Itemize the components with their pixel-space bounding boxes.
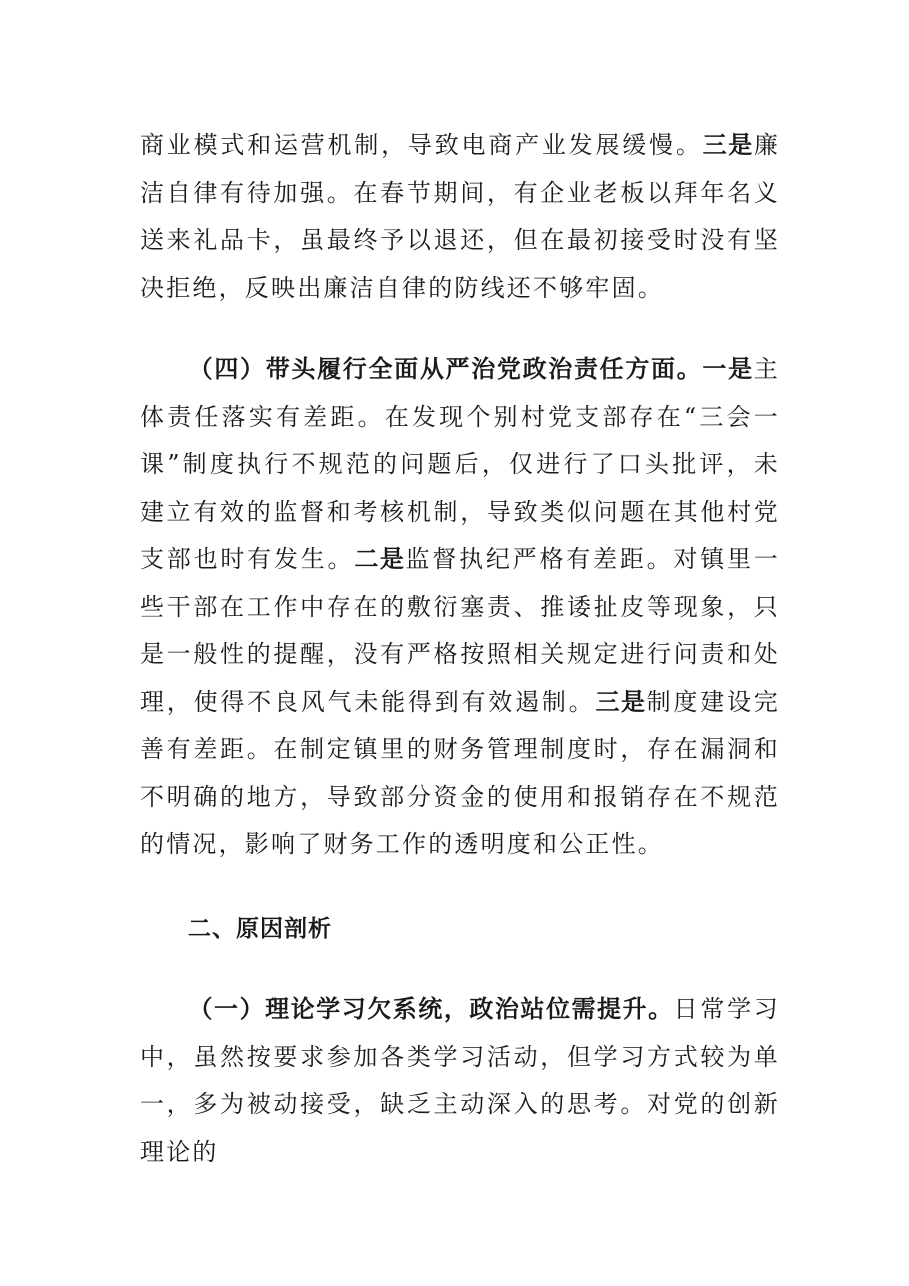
bold-marker: 三是 [702, 131, 754, 159]
text-run: 监督执纪严格有差距。对镇里一些干部在工作中存在的敷衍塞责、推诿扯皮等现象，只是一般性的提醒，没有严格按照相关规定进行问责和处理，使得不良风气未能得到有效遏制。 [140, 545, 780, 716]
section-heading: 二、原因剖析 [188, 916, 332, 942]
text-run: 制度建设完善有差距。在制定镇里的财务管理制度时，存在漏洞和不明确的地方，导致部分资金的使用和报销存在不规范的情况，影响了财务工作的透明度和公正性。 [140, 687, 781, 858]
bold-marker: 一是 [702, 355, 754, 383]
text-run: 主体责任落实有差距。在发现个别村党支部存在“三会一课”制度执行不规范的问题后，仅进行了口头批评，未建立有效的监督和考核机制，导致类似问题在其他村党支部也时有发生。 [140, 355, 780, 573]
text-run: 日常学习中，虽然按要求参加各类学习活动，但学习方式较为单一，多为被动接受，缺乏主动深入的思考。对党的创新理论的 [140, 995, 780, 1166]
text-run: 廉洁自律有待加强。在春节期间，有企业老板以拜年名义送来礼品卡，虽最终予以退还，但在最初接受时没有坚决拒绝，反映出廉洁自律的防线还不够牢固。 [140, 131, 781, 302]
paragraph-party-responsibility [140, 346, 780, 869]
bold-marker: 二是 [354, 545, 406, 573]
paragraph-theory-study [140, 986, 780, 1176]
text-run: 商业模式和运营机制，导致电商产业发展缓慢。 [140, 131, 703, 159]
paragraph-integrity [140, 122, 780, 312]
bold-marker: 三是 [595, 687, 647, 716]
paragraph-heading: （四）带头履行全面从严治党政治责任方面。 [188, 355, 703, 383]
paragraph-heading: （一）理论学习欠系统，政治站位需提升。 [188, 995, 674, 1023]
